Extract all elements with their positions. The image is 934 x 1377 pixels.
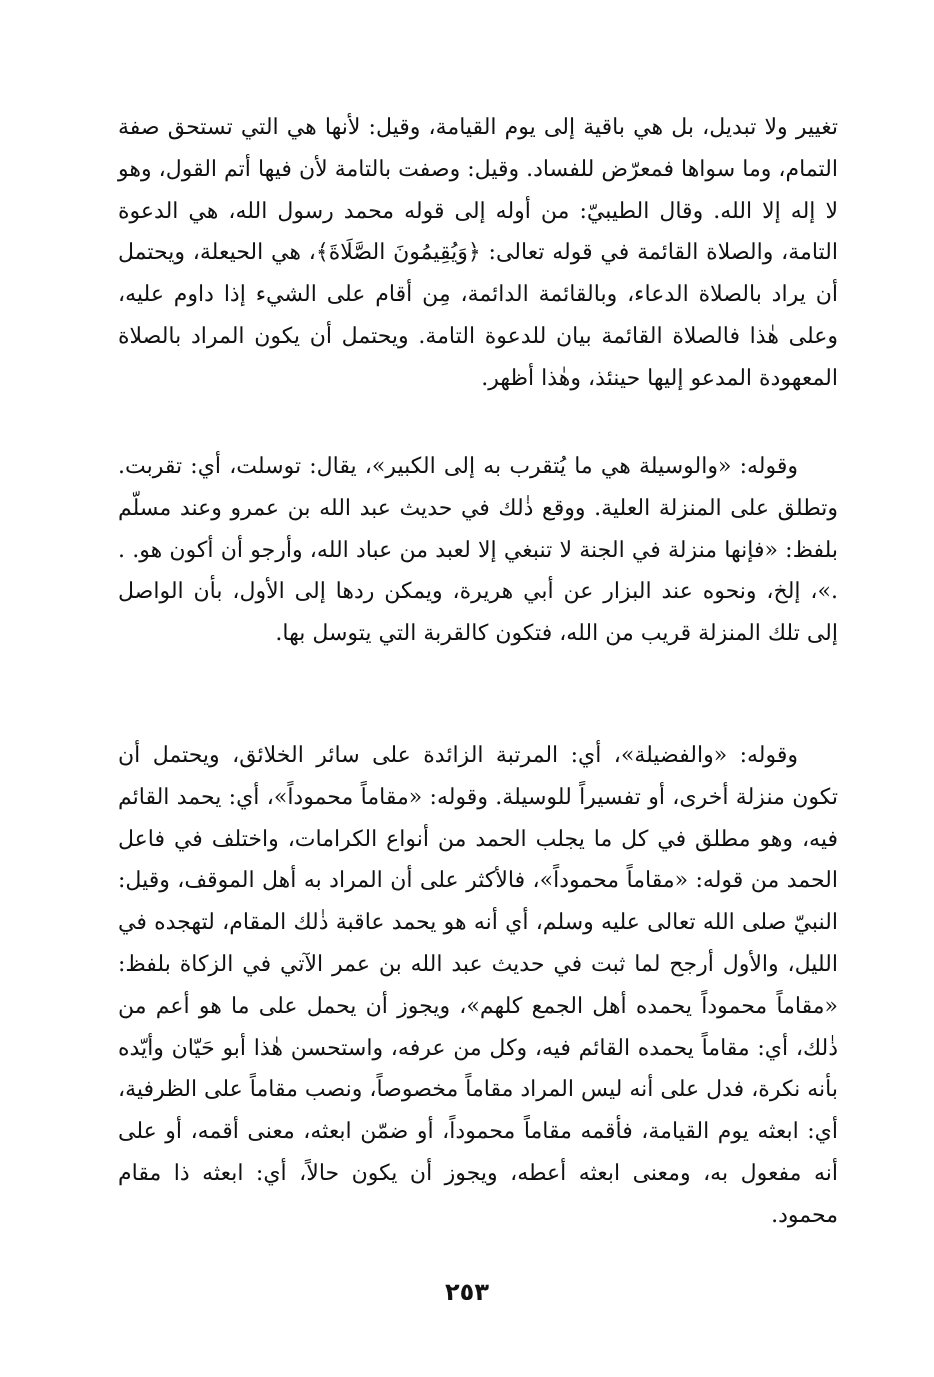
paragraph-continuation: تغيير ولا تبديل، بل هي باقية إلى يوم القيامة، وقيل: لأنها هي التي تستحق صفة التمام، وما سواها فمعرّض للفساد. وقيل: وصفت بالتامة لأن فيها أتم القول، وهو لا إله إلا الله. وقال الطيبيّ: من أوله إلى قوله محمد رسول الله، هي الدعوة التامة، والصلاة القائمة في قوله تعالى: ﴿وَيُقِيمُونَ الصَّلَاةَ﴾، هي الحيعلة، ويحتمل أن يراد بالصلاة الدعاء، وبالقائمة الدائمة، مِن أقام على الشيء إذا داوم عليه، وعلى هٰذا فالصلاة القائمة بيان للدعوة التامة. ويحتمل أن يكون المراد بالصلاة المعهودة المدعو إليها حينئذ، وهٰذا أظهر. bbox=[118, 115, 838, 391]
page-number: ٢٥٣ bbox=[445, 1278, 489, 1306]
paragraph-fadila: وقوله: «والفضيلة»، أي: المرتبة الزائدة على سائر الخلائق، ويحتمل أن تكون منزلة أخرى، أو تفسيراً للوسيلة. وقوله: «مقاماً محموداً»، أي: يحمد القائم فيه، وهو مطلق في كل ما يجلب الحمد من أنواع الكرامات، واختلف في فاعل الحمد من قوله: «مقاماً محموداً»، فالأكثر على أن المراد به أهل الموقف، وقيل: النبيّ صلى الله تعالى عليه وسلم، أي أنه هو يحمد عاقبة ذٰلك المقام، لتهجده في الليل، والأول أرجح لما ثبت في حديث عبد الله بن عمر الآتي في الزكاة بلفظ: «مقاماً محموداً يحمده أهل الجمع كلهم»، ويجوز أن يحمل على ما هو أعم من ذٰلك، أي: مقاماً يحمده القائم فيه، وكل من عرفه، واستحسن هٰذا أبو حَيّان وأيّده بأنه نكرة، فدل على أنه ليس المراد مقاماً مخصوصاً، ونصب مقاماً على الظرفية، أي: ابعثه يوم القيامة، فأقمه مقاماً محموداً، أو ضمّن ابعثه، معنى أقمه، أو على أنه مفعول به، ومعنى ابعثه أعطه، ويجوز أن يكون حالاً، أي: ابعثه ذا مقام محمود. bbox=[118, 743, 838, 1228]
paragraph-wasila: وقوله: «والوسيلة هي ما يُتقرب به إلى الكبير»، يقال: توسلت، أي: تقربت. وتطلق على المنزلة العلية. ووقع ذٰلك في حديث عبد الله بن عمرو وعند مسلّم بلفظ: «فإنها منزلة في الجنة لا تنبغي إلا لعبد من عباد الله، وأرجو أن أكون هو. . .»، إلخ، ونحوه عند البزار عن أبي هريرة، ويمكن ردها إلى الأول، بأن الواصل إلى تلك المنزلة قريب من الله، فتكون كالقربة التي يتوسل بها. bbox=[118, 454, 838, 647]
